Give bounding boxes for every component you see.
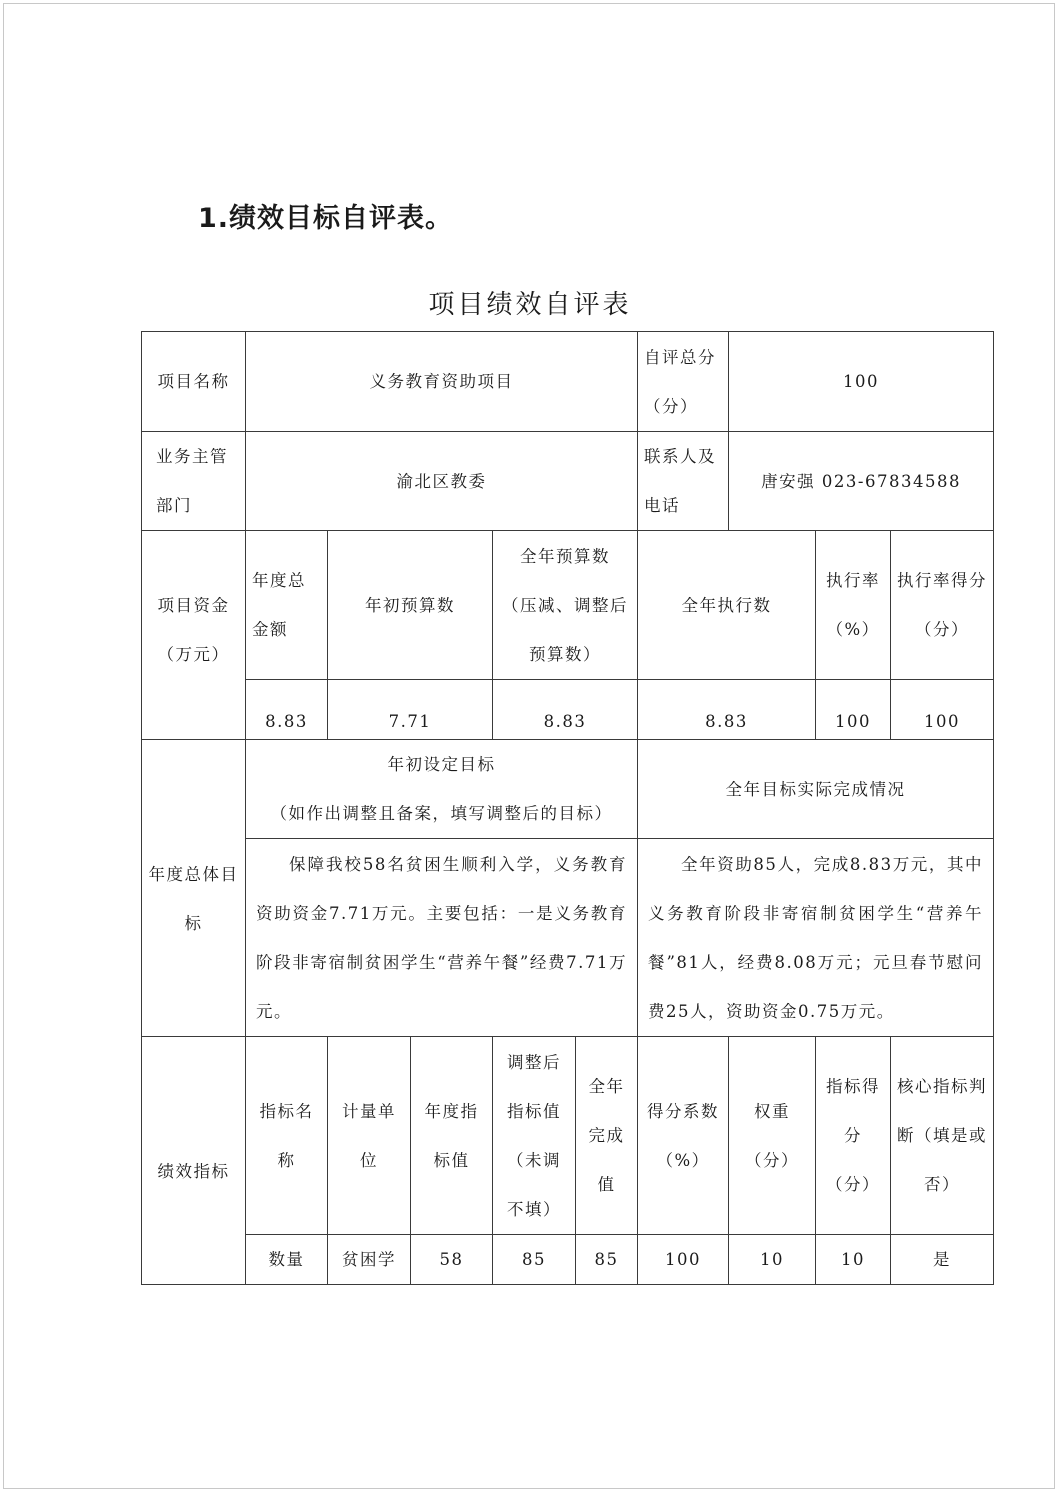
indicators-label: 绩效指标 [142,1037,246,1285]
header-adjusted-value: 调整后指标值（未调不填） [493,1037,576,1235]
indicator-score: 10 [816,1235,891,1285]
header-unit: 计量单位 [328,1037,411,1235]
header-annual-value: 年度指标值 [411,1037,493,1235]
contact-value: 唐安强 023-67834588 [729,432,994,531]
actual-goal-header: 全年目标实际完成情况 [638,740,994,839]
indicator-coefficient: 100 [638,1235,729,1285]
header-exec-score [891,531,994,680]
row-department [142,432,994,531]
header-initial-budget: 年初预算数 [328,531,493,680]
header-score: 指标得分（分） [816,1037,891,1235]
dept-label: 业务主管部门 [142,432,246,531]
contact-label: 联系人及电话 [638,432,729,531]
indicator-core: 是 [891,1235,994,1285]
value-annual-total: 8.83 [246,680,328,740]
indicator-name: 数量 [246,1235,328,1285]
header-coefficient: 得分系数（%） [638,1037,729,1235]
performance-table [141,331,994,1285]
header-executed: 全年执行数 [638,531,816,680]
indicator-weight: 10 [729,1235,816,1285]
indicator-row [142,1235,994,1285]
indicator-adjusted-value: 85 [493,1235,576,1285]
initial-goal-text: 保障我校58名贫困生顺利入学，义务教育资助资金7.71万元。主要包括：一是义务教育阶段非寄宿制贫困学生“营养午餐”经费7.71万元。 [246,839,638,1037]
project-name-value: 义务教育资助项目 [246,332,638,432]
value-full-year-budget: 8.83 [493,680,638,740]
value-exec-score: 100 [891,680,994,740]
initial-goal-header [246,740,638,839]
header-indicator-name: 指标名称 [246,1037,328,1235]
project-name-label: 项目名称 [142,332,246,432]
table-title: 项目绩效自评表 [428,290,632,320]
header-exec-rate: 执行率（%） [816,531,891,680]
header-core: 核心指标判断（填是或否） [891,1037,994,1235]
header-completed: 全年完成值 [576,1037,638,1235]
header-full-year-budget [493,531,638,680]
row-funds-values [142,680,994,740]
row-goals-header [142,740,994,839]
indicator-annual-value: 58 [411,1235,493,1285]
initial-goal-header-text: 年初设定目标 （如作出调整且备案，填写调整后的目标） [270,755,613,823]
indicator-unit: 贫困学 [328,1235,411,1285]
self-score-label: 自评总分（分） [638,332,729,432]
value-initial-budget: 7.71 [328,680,493,740]
indicator-completed: 85 [576,1235,638,1285]
self-score-value: 100 [729,332,994,432]
full-year-budget-text: 全年预算数 （压减、调整后预算数） [502,546,629,664]
value-exec-rate: 100 [816,680,891,740]
section-heading: 1.绩效目标自评表。 [198,203,454,234]
row-indicator-header [142,1037,994,1235]
funds-label: 项目资金（万元） [142,531,246,740]
actual-goal-text: 全年资助85人，完成8.83万元，其中义务教育阶段非寄宿制贫困学生“营养午餐”81人，经费8.08万元；元旦春节慰问费25人，资助资金0.75万元。 [638,839,994,1037]
header-weight: 权重（分） [729,1037,816,1235]
dept-value: 渝北区教委 [246,432,638,531]
row-goals-text [142,839,994,1037]
header-annual-total: 年度总金额 [246,531,328,680]
row-project-name [142,332,994,432]
exec-score-text: 执行率得分 （分） [897,571,988,639]
value-executed: 8.83 [638,680,816,740]
goals-label: 年度总体目标 [142,740,246,1037]
row-funds-header [142,531,994,680]
